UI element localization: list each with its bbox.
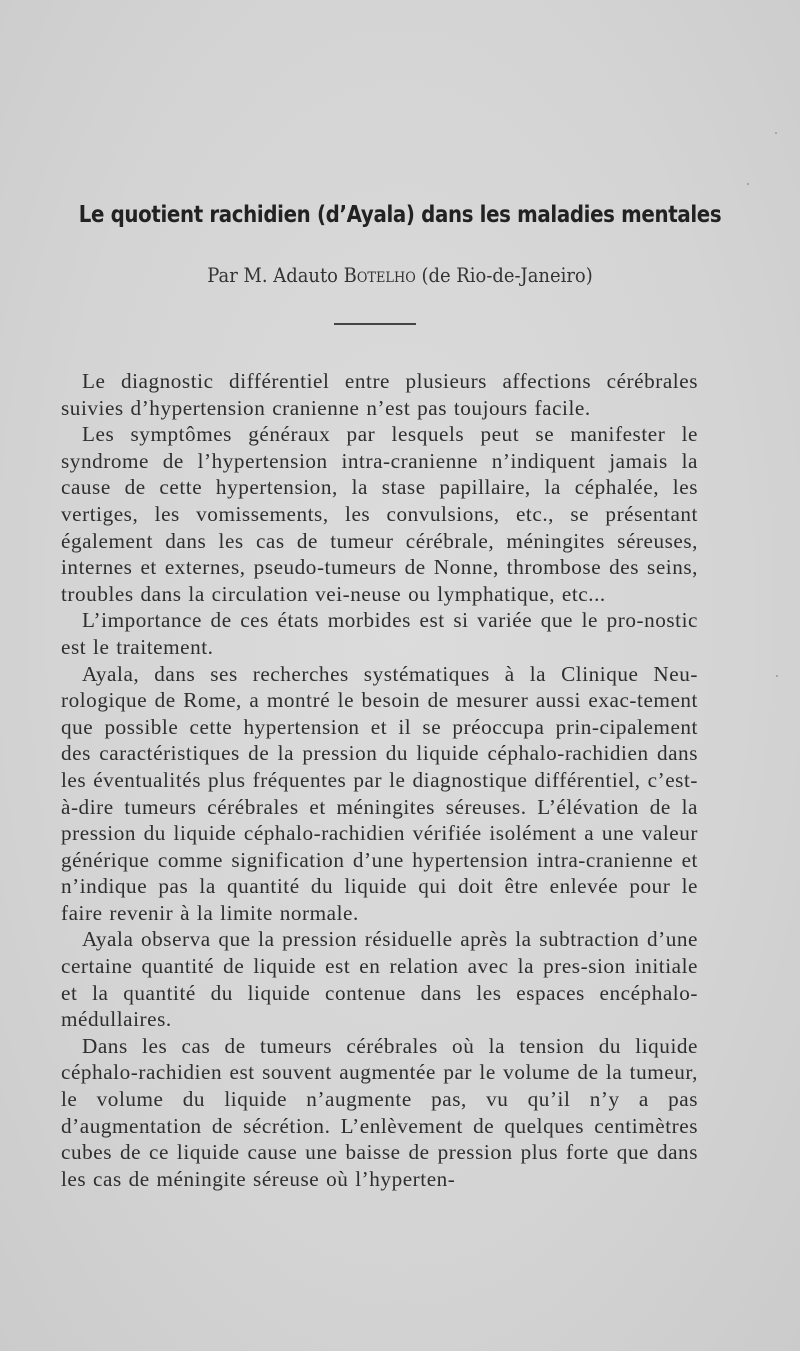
- article-body: [61, 368, 698, 1192]
- paragraph: L’importance de ces états morbides est si variée que le pro-nostic est le traitement.: [61, 608, 698, 659]
- paper-speck: [775, 132, 777, 134]
- author-surname: Botelho: [343, 264, 416, 287]
- paragraph: Ayala, dans ses recherches systématiques à la Clinique Neu-rologique de Rome, a montré le besoin de mesurer aussi exac-tement que possible cette hypertension et il se préoccupa prin-cipalement des caractéristiques de la pression du liquide céphalo-rachidien dans les éventualités plus fréquentes par le diagnostique différentiel, c’est-à-dire tumeurs cérébrales et méningites séreuses. L’élévation de la pression du liquide céphalo-rachidien vérifiée isolément a une valeur générique comme signification d’une hypertension intra-cranienne et n’indique pas la quantité du liquide qui doit être enlevée pour le faire revenir à la limite normale.: [61, 661, 698, 925]
- author-byline: [32, 264, 768, 287]
- title-separator-rule: [334, 323, 416, 325]
- article-title: Le quotient rachidien (d’Ayala) dans les maladies mentales: [78, 202, 722, 228]
- paragraph: Dans les cas de tumeurs cérébrales où la tension du liquide céphalo-rachidien est souvent augmentée par le volume de la tumeur, le volume du liquide n’augmente pas, vu qu’il n’y a pas d’augmentation de sécrétion. L’enlèvement de quelques centimètres cubes de ce liquide cause une baisse de pression plus forte que dans les cas de méningite séreuse où l’hyperten-: [61, 1033, 698, 1191]
- paper-speck: [747, 183, 749, 185]
- paragraph: Ayala observa que la pression résiduelle après la subtraction d’une certaine quantité de liquide est en relation avec la pres-sion initiale et la quantité du liquide contenue dans les espaces encéphalo-médullaires.: [61, 927, 698, 1032]
- paragraph: Le diagnostic différentiel entre plusieurs affections cérébrales suivies d’hypertension cranienne n’est pas toujours facile.: [61, 369, 698, 420]
- paragraph: Les symptômes généraux par lesquels peut se manifester le syndrome de l’hypertension intra-cranienne n’indiquent jamais la cause de cette hypertension, la stase papillaire, la céphalée, les vertiges, les vomissements, les convulsions, etc., se présentant également dans les cas de tumeur cérébrale, méningites séreuses, internes et externes, pseudo-tumeurs de Nonne, thrombose des seins, troubles dans la circulation vei-neuse ou lymphatique, etc...: [61, 422, 698, 606]
- paper-speck: [776, 675, 778, 677]
- byline-prefix: Par M. Adauto: [207, 264, 344, 287]
- byline-suffix: (de Rio-de-Janeiro): [415, 264, 593, 287]
